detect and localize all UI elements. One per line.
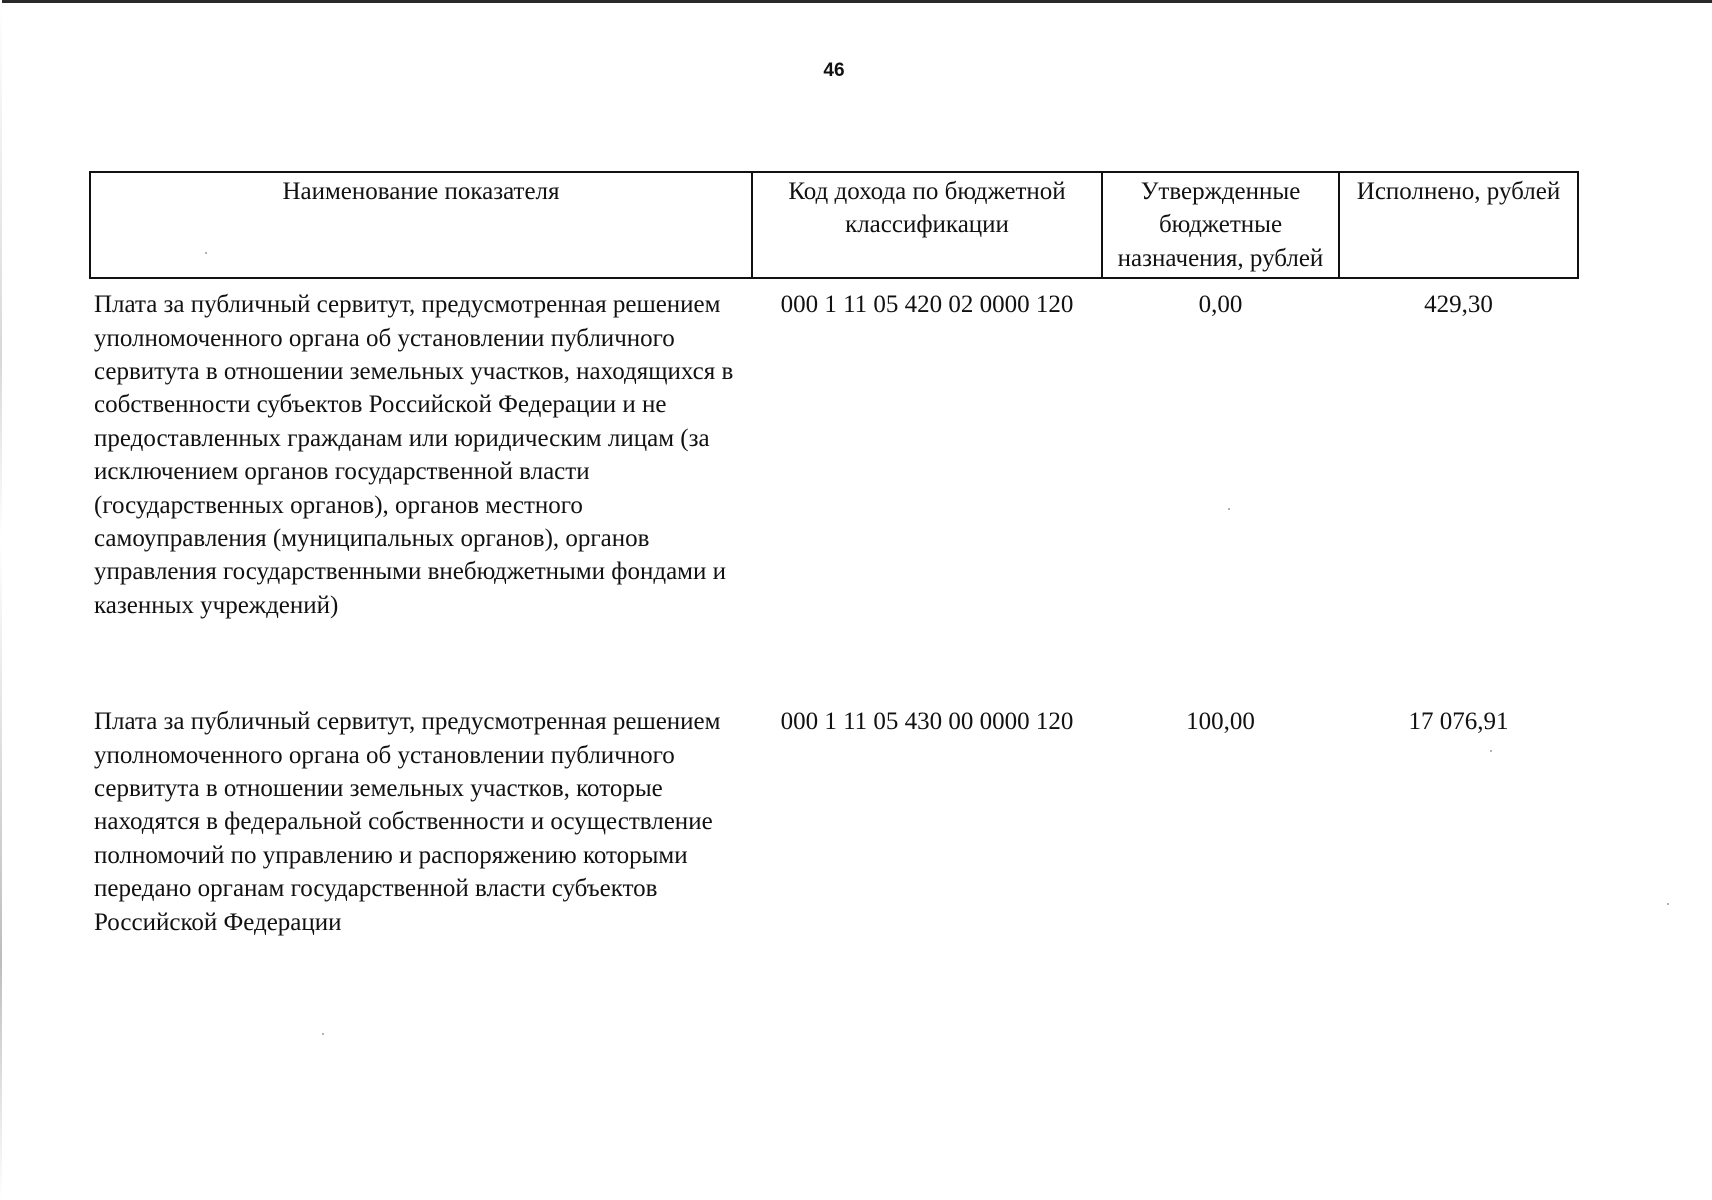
scan-speck bbox=[322, 1033, 324, 1035]
scan-speck bbox=[1228, 508, 1230, 510]
indicator-name-cell: Плата за публичный сервитут, предусмотренная решением уполномоченного органа об установлении публичного сервитута в отношении земельных участков, которые находятся в федеральной собственности и осуществление полномочий по управлению и распоряжению которыми передано органам государственной власти субъектов Российской Федерации bbox=[94, 708, 721, 936]
table-row bbox=[90, 696, 1578, 1025]
executed-cell: 17 076,91 bbox=[1408, 708, 1509, 736]
approved-budget-cell: 0,00 bbox=[1198, 291, 1243, 319]
scan-speck bbox=[205, 252, 207, 254]
table-row bbox=[90, 278, 1578, 696]
header-executed: Исполнено, рублей bbox=[1339, 172, 1578, 278]
revenue-code-cell: 000 1 11 05 430 00 0000 120 bbox=[780, 708, 1074, 736]
table-header-row bbox=[90, 172, 1578, 278]
indicator-name-cell: Плата за публичный сервитут, предусмотренная решением уполномоченного органа об установлении публичного сервитута в отношении земельных участков, находящихся в собственности субъектов Российской Федерации и не предоставленных гражданам или юридическим лицам (за исключением органов государственной власти (государственных органов), органов местного самоуправления (муниципальных органов), органов управления государственными внебюджетными фондами и казенных учреждений) bbox=[94, 291, 734, 619]
page-number: 46 bbox=[823, 60, 845, 81]
scan-speck bbox=[1667, 903, 1669, 905]
revenue-code-cell: 000 1 11 05 420 02 0000 120 bbox=[780, 291, 1074, 319]
scan-left-edge bbox=[0, 0, 2, 1200]
header-indicator-name: Наименование показателя bbox=[90, 172, 752, 278]
scan-top-border bbox=[0, 0, 1712, 3]
scan-speck bbox=[1490, 750, 1492, 752]
executed-cell: 429,30 bbox=[1424, 291, 1493, 319]
header-revenue-code: Код дохода по бюджетной классификации bbox=[752, 172, 1102, 278]
header-approved-budget: Утвержденные бюджетные назначения, рублей bbox=[1102, 172, 1339, 278]
revenue-table bbox=[89, 171, 1579, 1025]
approved-budget-cell: 100,00 bbox=[1186, 708, 1255, 736]
